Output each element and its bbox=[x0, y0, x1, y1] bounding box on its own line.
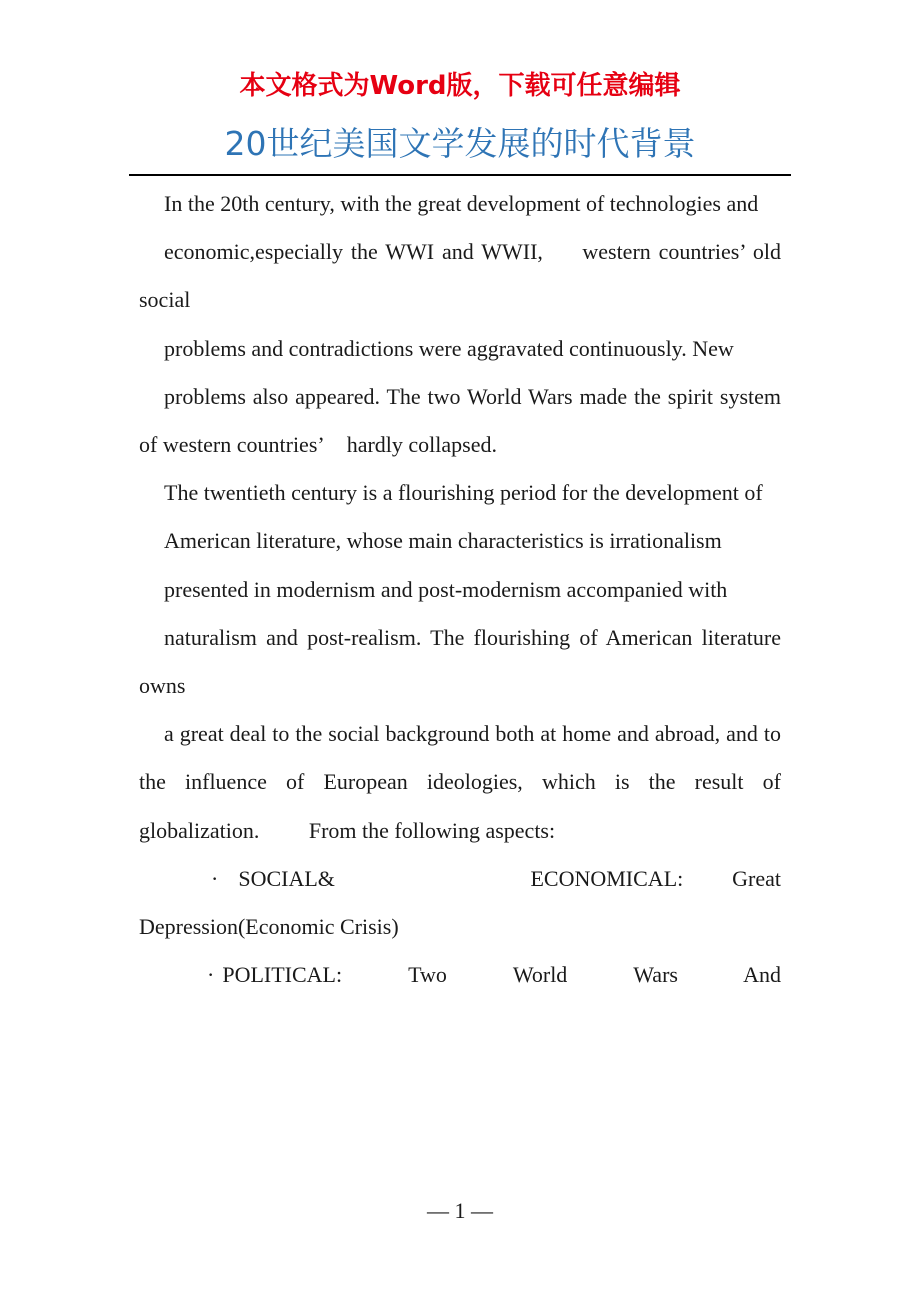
bullet-dot: · bbox=[207, 962, 215, 988]
paragraph-6: American literature, whose main characteristics is irrationalism bbox=[164, 528, 722, 554]
aspect-text: ECONOMICAL: bbox=[530, 865, 684, 891]
paragraph-2: economic,especially the WWI and WWII, western countries’ old social bbox=[139, 239, 781, 313]
aspect-political-line bbox=[139, 951, 781, 999]
document-body bbox=[139, 180, 781, 999]
aspect-social-line bbox=[139, 855, 781, 903]
download-notice: 本文格式为Word版，下载可任意编辑 bbox=[239, 71, 681, 101]
aspect-text: Two World Wars And bbox=[408, 962, 782, 988]
aspect-label: POLITICAL: bbox=[222, 962, 343, 988]
page-title: 20世纪美国文学发展的时代背景 bbox=[224, 124, 696, 163]
page-number: — 1 — bbox=[427, 1198, 493, 1223]
paragraph-7: presented in modernism and post-modernism accompanied with bbox=[164, 576, 728, 602]
paragraph-8: naturalism and post-realism. The flourishing of American literature owns bbox=[139, 624, 781, 699]
paragraph-9: a great deal to the social background both at home and abroad, and to the influence of European ideologies, which is the result of globalization. From the following aspects: bbox=[139, 721, 781, 843]
paragraph-5: The twentieth century is a flourishing period for the development of bbox=[164, 480, 763, 506]
aspect-label: SOCIAL& bbox=[238, 865, 335, 891]
aspect-text-tail: Great bbox=[732, 865, 782, 891]
paragraph-3: problems and contradictions were aggravated continuously. New bbox=[164, 335, 734, 361]
bullet-dot: · bbox=[211, 865, 219, 891]
aspect-social-continuation: Depression(Economic Crisis) bbox=[139, 914, 399, 940]
paragraph-4: problems also appeared. The two World Wars made the spirit system of western countries’ hardly collapsed. bbox=[139, 383, 781, 458]
paragraph-1: In the 20th century, with the great development of technologies and bbox=[164, 191, 759, 216]
title-divider bbox=[129, 174, 791, 176]
